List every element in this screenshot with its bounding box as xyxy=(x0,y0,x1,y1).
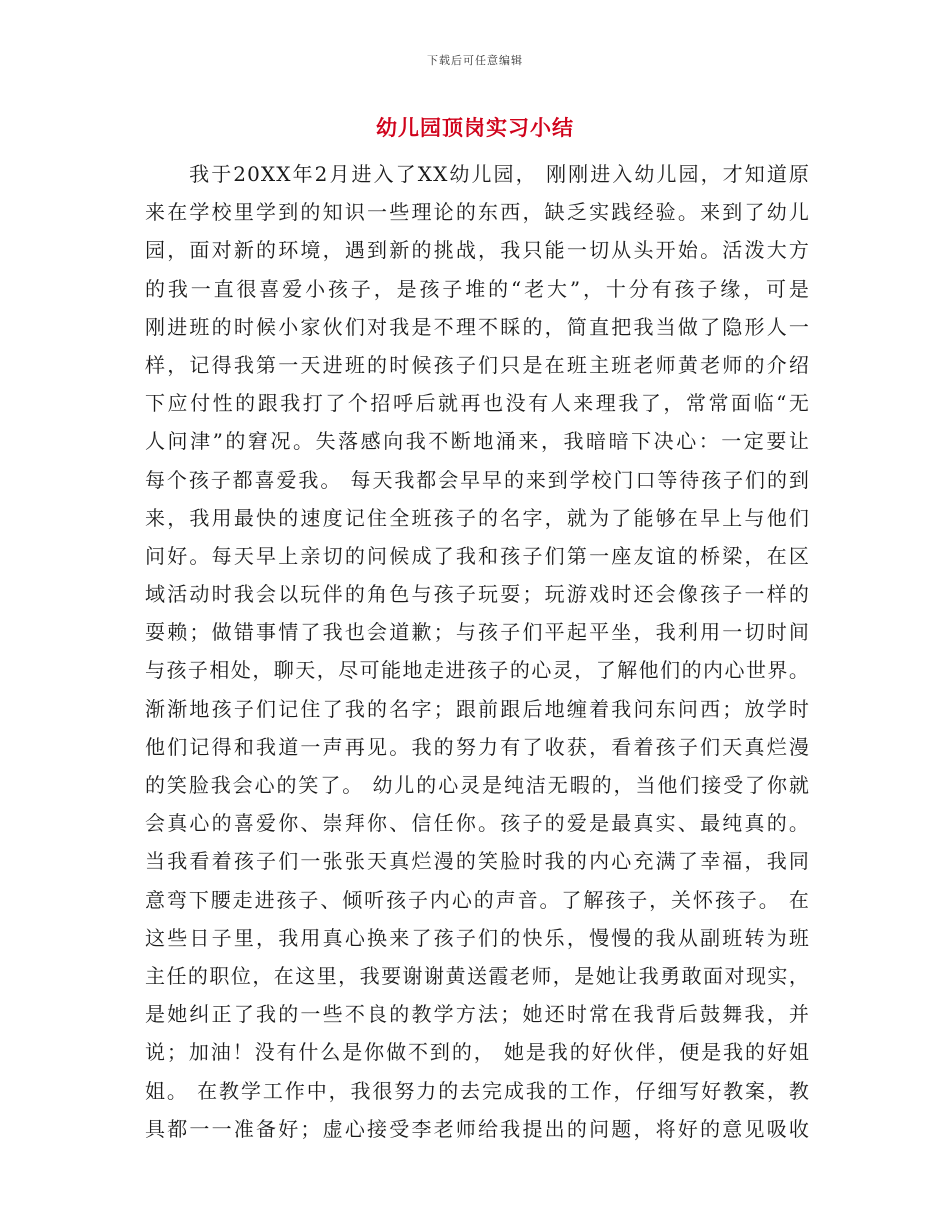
body-line: 这些日子里，我用真心换来了孩子们的快乐，慢慢的我从副班转为班 xyxy=(145,925,810,950)
document-body xyxy=(145,155,810,1148)
body-line: 耍赖；做错事情了我也会道歉；与孩子们平起平坐，我利用一切时间 xyxy=(145,620,810,645)
body-line: 来，我用最快的速度记住全班孩子的名字，就为了能够在早上与他们 xyxy=(145,505,810,530)
body-line: 的笑脸我会心的笑了。 幼儿的心灵是纯洁无暇的，当他们接受了你就 xyxy=(145,773,810,797)
body-line: 具都一一准备好；虚心接受李老师给我提出的问题，将好的意见吸收 xyxy=(145,1116,810,1141)
body-line: 会真心的喜爱你、崇拜你、信任你。孩子的爱是最真实、最纯真的。 xyxy=(145,811,810,836)
body-line: 说；加油！没有什么是你做不到的， 她是我的好伙伴，便是我的好姐 xyxy=(145,1040,810,1065)
body-line: 是她纠正了我的一些不良的教学方法；她还时常在我背后鼓舞我，并 xyxy=(145,1002,810,1027)
page-header: 下载后可任意编辑 xyxy=(427,54,523,67)
body-line: 园，面对新的环境，遇到新的挑战，我只能一切从头开始。活泼大方 xyxy=(145,238,810,263)
body-line: 人问津”的窘况。失落感向我不断地涌来，我暗暗下决心：一定要让 xyxy=(145,429,810,454)
body-line: 姐。 在教学工作中，我很努力的去完成我的工作，仔细写好教案，教 xyxy=(145,1078,810,1103)
body-line: 下应付性的跟我打了个招呼后就再也没有人来理我了，常常面临“无 xyxy=(145,391,810,416)
body-line: 刚进班的时候小家伙们对我是不理不睬的，简直把我当做了隐形人一 xyxy=(145,314,810,339)
body-line: 每个孩子都喜爱我。 每天我都会早早的来到学校门口等待孩子们的到 xyxy=(145,467,810,492)
body-line: 域活动时我会以玩伴的角色与孩子玩耍；玩游戏时还会像孩子一样的 xyxy=(145,582,810,607)
body-line: 来在学校里学到的知识一些理论的东西，缺乏实践经验。来到了幼儿 xyxy=(145,200,810,225)
body-line: 样，记得我第一天进班的时候孩子们只是在班主班老师黄老师的介绍 xyxy=(145,352,810,377)
body-line: 主任的职位，在这里，我要谢谢黄送霞老师，是她让我勇敢面对现实， xyxy=(145,963,810,988)
body-line: 渐渐地孩子们记住了我的名字；跟前跟后地缠着我问东问西；放学时 xyxy=(145,696,810,721)
body-line: 意弯下腰走进孩子、倾听孩子内心的声音。了解孩子，关怀孩子。 在 xyxy=(145,887,810,912)
body-line: 的我一直很喜爱小孩子，是孩子堆的“老大”，十分有孩子缘，可是 xyxy=(145,276,810,301)
body-line: 我于20XX年2月进入了XX幼儿园， 刚刚进入幼儿园，才知道原 xyxy=(145,162,810,186)
document-title: 幼儿园顶岗实习小结 xyxy=(376,115,574,140)
body-line: 他们记得和我道一声再见。我的努力有了收获，看着孩子们天真烂漫 xyxy=(145,734,810,759)
body-line: 当我看着孩子们一张张天真烂漫的笑脸时我的内心充满了幸福，我同 xyxy=(145,849,810,874)
body-line: 问好。每天早上亲切的问候成了我和孩子们第一座友谊的桥梁，在区 xyxy=(145,543,810,568)
body-line: 与孩子相处，聊天，尽可能地走进孩子的心灵，了解他们的内心世界。 xyxy=(145,658,810,683)
